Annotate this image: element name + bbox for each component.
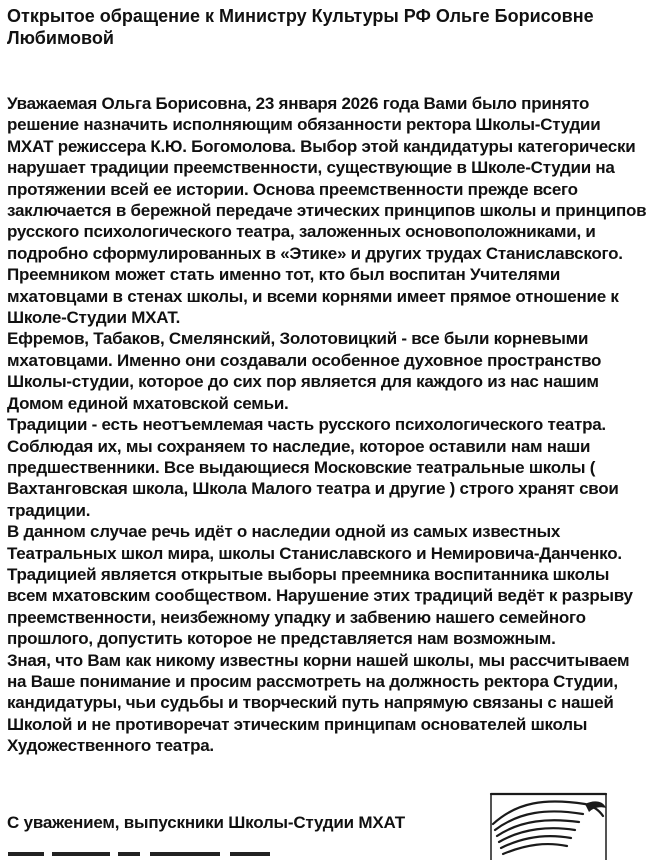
letter-title: Открытое обращение к Министру Культуры РФ Ольге Борисовне Любимовой (7, 6, 594, 48)
paragraph-2: Ефремов, Табаков, Смелянский, Золотовицкий - все были корневыми мхатовцами. Именно они создавали особенное духовное пространство Школы-студии, которое до сих пор является для каждого из нас нашим Домом единой мхатовской семьи. (7, 329, 602, 413)
letter-body (7, 93, 647, 757)
paragraph-3: Традиции - есть неотъемлемая часть русского психологического театра. Соблюдая их, мы сохраняем то наследие, которое оставили нам наши предшественники. Все выдающиеся Московские театральные школы ( Вахтанговская школа, Школа Малого театра и другие ) строго хранят свои традиции. (7, 415, 619, 520)
cut-off-text-line (0, 850, 310, 856)
letter-signature: С уважением, выпускники Школы-Студии МХАТ (7, 813, 405, 832)
paragraph-5: Зная, что Вам как никому известны корни нашей школы, мы рассчитываем на Ваше понимание и просим рассмотреть на должность ректора Студии, кандидатуры, чьи судьбы и творческий путь напрямую связаны с нашей Школой и не противоречат этическим принципам основателей школы Художественного театра. (7, 650, 630, 756)
paragraph-4: В данном случае речь идёт о наследии одной из самых известных Театральных школ мира, школы Станиславского и Немировича-Данченко. Традицией является открытые выборы преемника воспитанника школы всем мхатовским сообществом. Нарушение этих традиций ведёт к разрыву преемственности, неизбежному упадку и забвению нашего семейного прошлого, допустить которое не представляется нам возможным. (7, 522, 633, 649)
letter-document (7, 6, 647, 757)
paragraph-1: Уважаемая Ольга Борисовна, 23 января 2026 года Вами было принято решение назначить исполняющим обязанности ректора Школы-Студии МХАТ режиссера К.Ю. Богомолова. Выбор этой кандидатуры категорически нарушает традиции преемственности, существующие в Школе-Студии на протяжении всей ее истории. Основа преемственности прежде всего заключается в бережной передаче этических принципов школы и принципов русского психологического театра, заложенных основоположниками, и подробно сформулированных в «Этике» и других трудах Станиславского. Преемником может стать именно тот, кто был воспитан Учителями мхатовцами в стенах школы, и всеми корнями имеет прямое отношение к Школе-Студии МХАТ. (7, 94, 647, 328)
mkhat-seagull-logo-icon (489, 790, 608, 860)
